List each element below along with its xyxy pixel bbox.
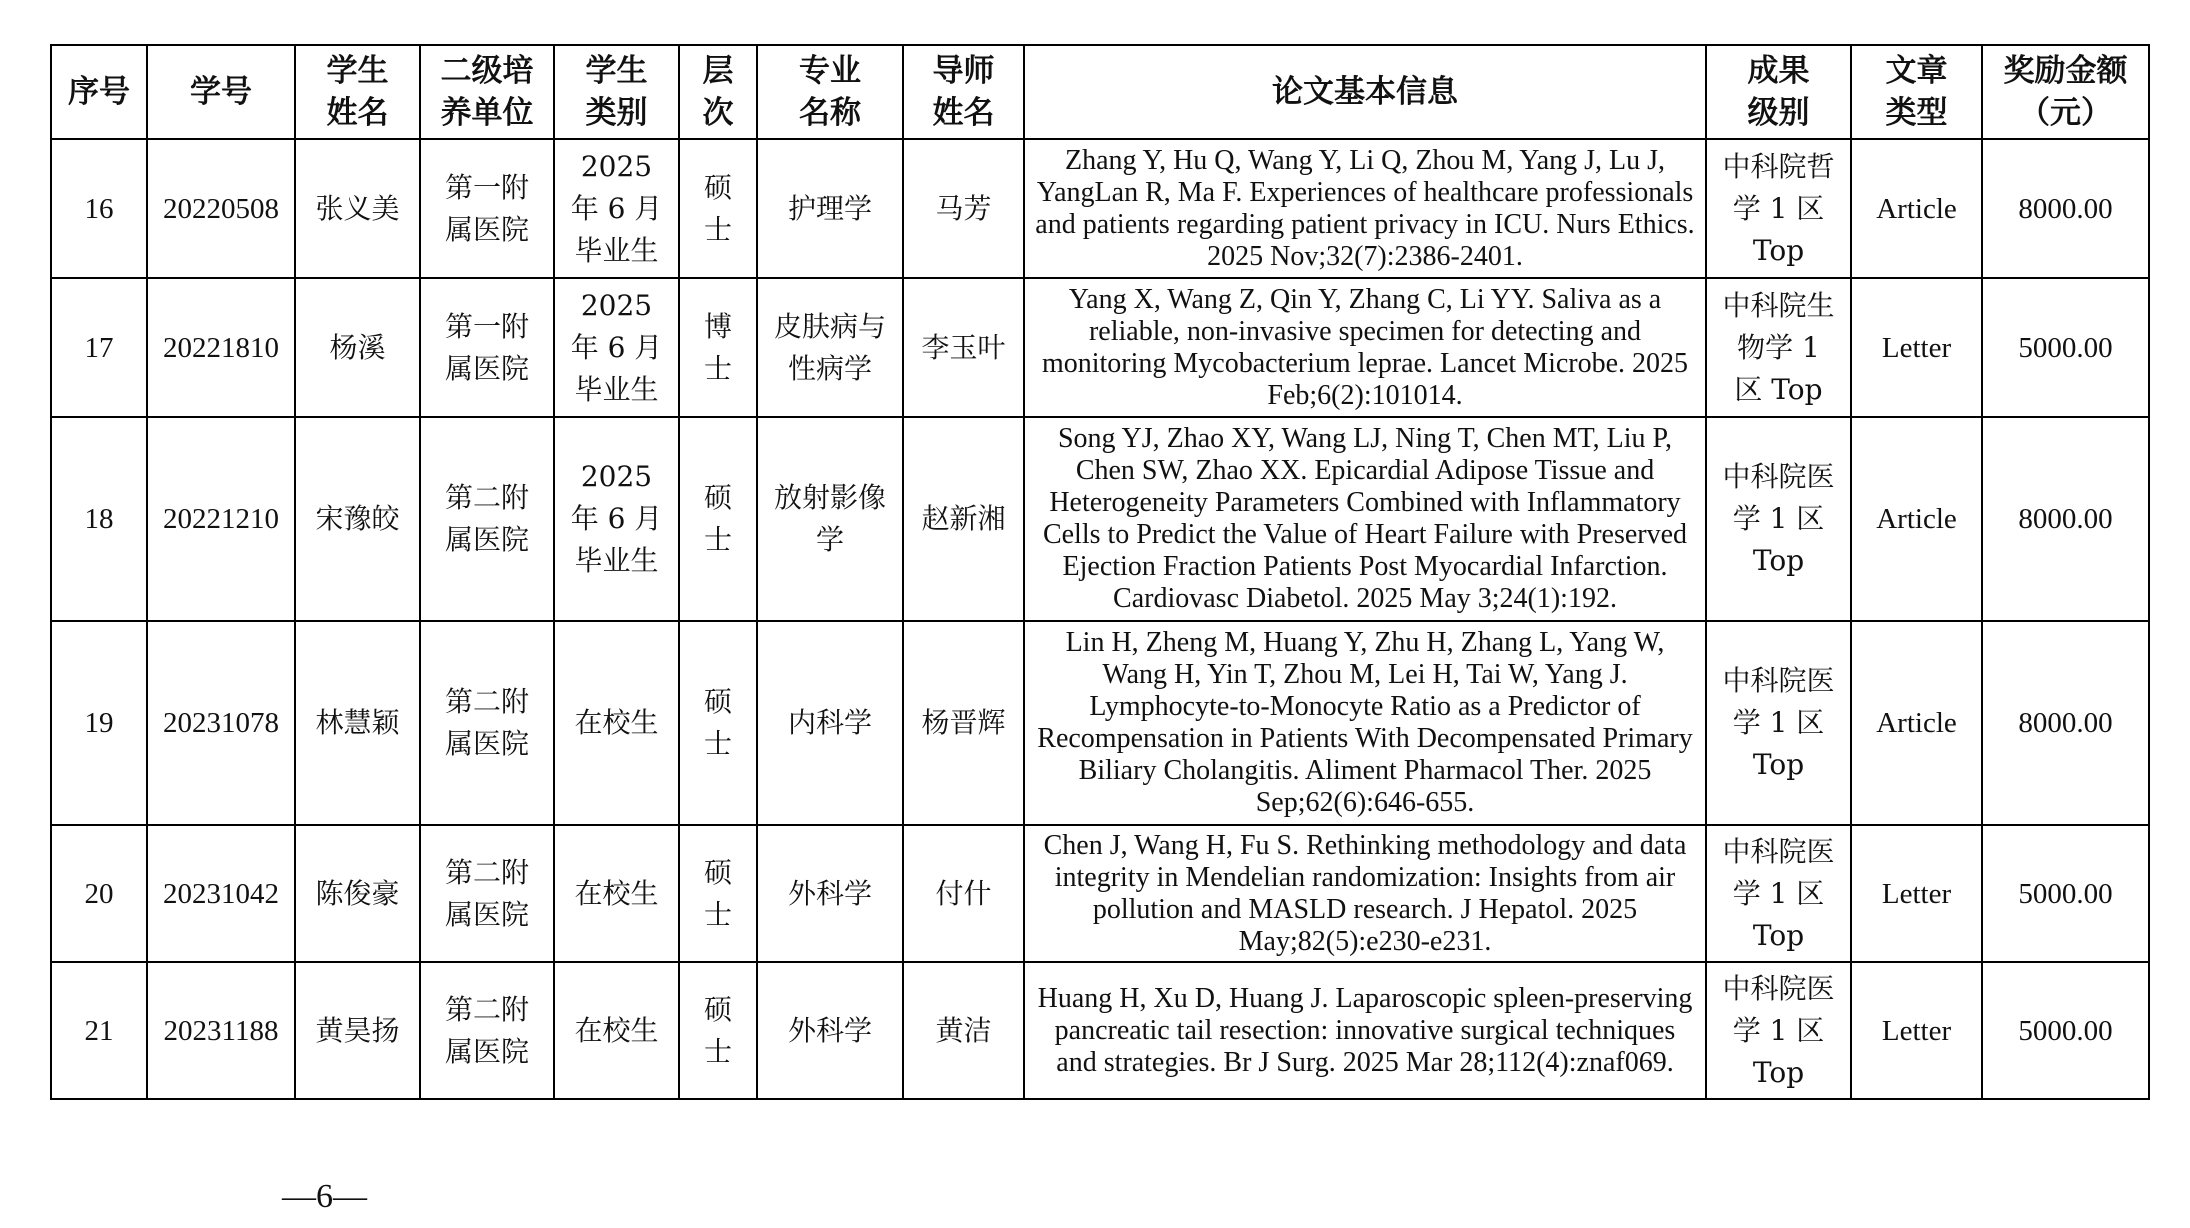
table-header-row: [51, 45, 2149, 139]
cell-category: 在校生: [554, 621, 679, 825]
cell-paper: Song YJ, Zhao XY, Wang LJ, Ning T, Chen MT, Liu P, Chen SW, Zhao XX. Epicardial Adipose Tissue and Heterogeneity Parameters Combined with Inflammatory Cells to Predict the Value of Heart Failure with Preserved Ejection Fraction Patients Post Myocardial Infarction. Cardiovasc Diabetol. 2025 May 3;24(1):192.: [1024, 417, 1706, 621]
cell-unit: 第二附 属医院: [420, 417, 554, 621]
cell-type: Letter: [1851, 825, 1982, 962]
cell-level: 博 士: [679, 278, 757, 417]
cell-type: Article: [1851, 621, 1982, 825]
cell-level: 硕 士: [679, 962, 757, 1099]
cell-category: 2025 年 6 月 毕业生: [554, 139, 679, 278]
award-table: [50, 44, 2150, 1100]
cell-advisor: 付什: [903, 825, 1024, 962]
header-article-type: 文章 类型: [1851, 45, 1982, 139]
header-level: 层 次: [679, 45, 757, 139]
table-row: [51, 962, 2149, 1099]
page-number: —6—: [282, 1178, 367, 1215]
cell-grade: 中科院生 物学 1 区 Top: [1706, 278, 1851, 417]
cell-no: 17: [51, 278, 147, 417]
cell-name: 杨溪: [295, 278, 420, 417]
cell-grade: 中科院医 学 1 区 Top: [1706, 417, 1851, 621]
cell-name: 林慧颖: [295, 621, 420, 825]
cell-paper: Lin H, Zheng M, Huang Y, Zhu H, Zhang L, Yang W, Wang H, Yin T, Zhou M, Lei H, Tai W, Yang J. Lymphocyte-to-Monocyte Ratio as a Predictor of Recompensation in Patients With Decompensated Primary Biliary Cholangitis. Aliment Pharmacol Ther. 2025 Sep;62(6):646-655.: [1024, 621, 1706, 825]
cell-no: 16: [51, 139, 147, 278]
cell-unit: 第二附 属医院: [420, 825, 554, 962]
cell-major: 放射影像 学: [757, 417, 903, 621]
cell-student-id: 20220508: [147, 139, 295, 278]
header-student-name: 学生 姓名: [295, 45, 420, 139]
cell-major: 外科学: [757, 825, 903, 962]
cell-student-id: 20231188: [147, 962, 295, 1099]
header-advisor: 导师 姓名: [903, 45, 1024, 139]
cell-unit: 第一附 属医院: [420, 139, 554, 278]
cell-type: Article: [1851, 139, 1982, 278]
header-grade: 成果 级别: [1706, 45, 1851, 139]
cell-type: Letter: [1851, 278, 1982, 417]
cell-category: 在校生: [554, 962, 679, 1099]
cell-amount: 5000.00: [1982, 962, 2149, 1099]
cell-amount: 5000.00: [1982, 825, 2149, 962]
cell-level: 硕 士: [679, 621, 757, 825]
header-paper-info: 论文基本信息: [1024, 45, 1706, 139]
cell-major: 内科学: [757, 621, 903, 825]
header-seq: 序号: [51, 45, 147, 139]
cell-paper: Huang H, Xu D, Huang J. Laparoscopic spleen-preserving pancreatic tail resection: innovative surgical techniques and strategies. Br J Surg. 2025 Mar 28;112(4):znaf069.: [1024, 962, 1706, 1099]
table-row: [51, 139, 2149, 278]
cell-amount: 8000.00: [1982, 621, 2149, 825]
cell-major: 皮肤病与 性病学: [757, 278, 903, 417]
cell-amount: 8000.00: [1982, 417, 2149, 621]
cell-advisor: 赵新湘: [903, 417, 1024, 621]
cell-paper: Chen J, Wang H, Fu S. Rethinking methodology and data integrity in Mendelian randomization: Insights from air pollution and MASLD research. J Hepatol. 2025 May;82(5):e230-e231.: [1024, 825, 1706, 962]
cell-name: 陈俊豪: [295, 825, 420, 962]
cell-unit: 第一附 属医院: [420, 278, 554, 417]
cell-grade: 中科院医 学 1 区 Top: [1706, 825, 1851, 962]
cell-type: Article: [1851, 417, 1982, 621]
cell-advisor: 马芳: [903, 139, 1024, 278]
cell-category: 2025 年 6 月 毕业生: [554, 417, 679, 621]
table-row: [51, 417, 2149, 621]
award-table-container: [50, 44, 2148, 1100]
cell-unit: 第二附 属医院: [420, 962, 554, 1099]
cell-no: 21: [51, 962, 147, 1099]
cell-no: 18: [51, 417, 147, 621]
cell-grade: 中科院医 学 1 区 Top: [1706, 621, 1851, 825]
cell-advisor: 黄洁: [903, 962, 1024, 1099]
cell-level: 硕 士: [679, 825, 757, 962]
cell-advisor: 杨晋辉: [903, 621, 1024, 825]
cell-paper: Yang X, Wang Z, Qin Y, Zhang C, Li YY. Saliva as a reliable, non-invasive specimen for detecting and monitoring Mycobacterium leprae. Lancet Microbe. 2025 Feb;6(2):101014.: [1024, 278, 1706, 417]
cell-name: 黄昊扬: [295, 962, 420, 1099]
cell-type: Letter: [1851, 962, 1982, 1099]
cell-name: 宋豫皎: [295, 417, 420, 621]
header-unit: 二级培 养单位: [420, 45, 554, 139]
header-major: 专业 名称: [757, 45, 903, 139]
cell-level: 硕 士: [679, 139, 757, 278]
cell-category: 在校生: [554, 825, 679, 962]
cell-no: 19: [51, 621, 147, 825]
cell-major: 外科学: [757, 962, 903, 1099]
header-amount: 奖励金额 （元）: [1982, 45, 2149, 139]
table-row: [51, 278, 2149, 417]
cell-student-id: 20221810: [147, 278, 295, 417]
cell-amount: 8000.00: [1982, 139, 2149, 278]
cell-level: 硕 士: [679, 417, 757, 621]
cell-unit: 第二附 属医院: [420, 621, 554, 825]
cell-advisor: 李玉叶: [903, 278, 1024, 417]
cell-grade: 中科院医 学 1 区 Top: [1706, 962, 1851, 1099]
cell-student-id: 20221210: [147, 417, 295, 621]
cell-name: 张义美: [295, 139, 420, 278]
cell-category: 2025 年 6 月 毕业生: [554, 278, 679, 417]
cell-student-id: 20231078: [147, 621, 295, 825]
cell-no: 20: [51, 825, 147, 962]
header-category: 学生 类别: [554, 45, 679, 139]
table-row: [51, 825, 2149, 962]
cell-paper: Zhang Y, Hu Q, Wang Y, Li Q, Zhou M, Yang J, Lu J, YangLan R, Ma F. Experiences of healthcare professionals and patients regarding patient privacy in ICU. Nurs Ethics. 2025 Nov;32(7):2386-2401.: [1024, 139, 1706, 278]
cell-major: 护理学: [757, 139, 903, 278]
table-row: [51, 621, 2149, 825]
cell-amount: 5000.00: [1982, 278, 2149, 417]
cell-grade: 中科院哲 学 1 区 Top: [1706, 139, 1851, 278]
cell-student-id: 20231042: [147, 825, 295, 962]
header-student-id: 学号: [147, 45, 295, 139]
